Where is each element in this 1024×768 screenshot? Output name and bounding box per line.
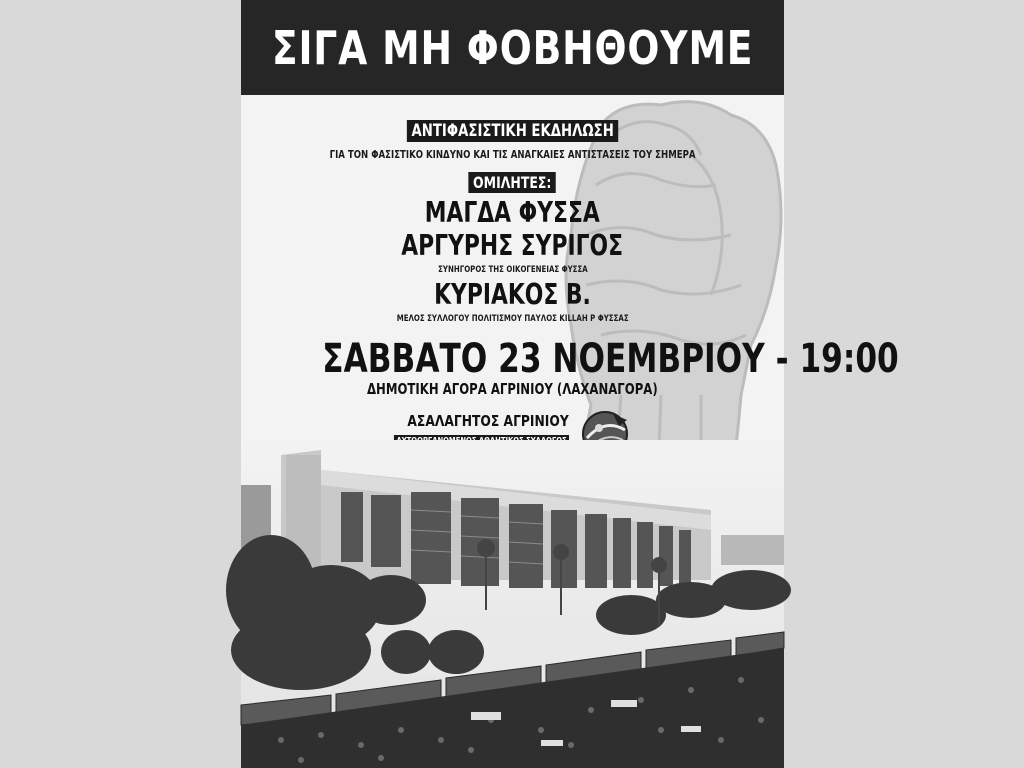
- event-subtitle-row: [241, 148, 784, 161]
- speakers-label-row: [241, 172, 784, 193]
- organizer-name: ΑΣΑΛΑΓΗΤΟΣ ΑΓΡΙΝΙΟΥ: [407, 412, 569, 430]
- date-time: ΣΑΒΒΑΤΟ 23 ΝΟΕΜΒΡΙΟΥ - 19:00: [322, 336, 899, 382]
- speaker-3-desc: ΜΕΛΟΣ ΣΥΛΛΟΓΟΥ ΠΟΛΙΤΙΣΜΟΥ ΠΑΥΛΟΣ KILLAH P ΦΥΣΣΑΣ: [396, 314, 629, 324]
- date-time-row: [241, 336, 899, 382]
- speakers-label: ΟΜΙΛΗΤΕΣ:: [469, 172, 557, 193]
- speaker-2-desc: ΣΥΝΗΓΟΡΟΣ ΤΗΣ ΟΙΚΟΓΕΝΕΙΑΣ ΦΥΣΣΑ: [437, 265, 588, 275]
- speaker-3-row: [241, 278, 784, 311]
- speaker-1-row: [241, 196, 784, 229]
- speaker-2-name: ΑΡΓΥΡΗΣ ΣΥΡΙΓΟΣ: [401, 229, 624, 262]
- event-label: ΑΝΤΙΦΑΣΙΣΤΙΚΗ ΕΚΔΗΛΩΣΗ: [407, 120, 619, 142]
- event-subtitle: ΓΙΑ ΤΟΝ ΦΑΣΙΣΤΙΚΟ ΚΙΝΔΥΝΟ ΚΑΙ ΤΙΣ ΑΝΑΓΚΑΙΕΣ ΑΝΤΙΣΤΑΣΕΙΣ ΤΟΥ ΣΗΜΕΡΑ: [329, 148, 696, 161]
- courthouse-crowd-photo: [241, 440, 784, 768]
- speaker-1-name: ΜΑΓΔΑ ΦΥΣΣΑ: [424, 196, 601, 229]
- speaker-3-name: ΚΥΡΙΑΚΟΣ Β.: [434, 278, 591, 311]
- poster-title: ΣΙΓΑ ΜΗ ΦΟΒΗΘΟΥΜΕ: [271, 20, 754, 75]
- title-bar: [241, 0, 784, 95]
- event-label-row: [241, 120, 784, 142]
- speaker-3-desc-row: [241, 314, 784, 324]
- speaker-2-row: [241, 229, 784, 262]
- poster: [241, 0, 899, 768]
- venue: ΔΗΜΟΤΙΚΗ ΑΓΟΡΑ ΑΓΡΙΝΙΟΥ (ΛΑΧΑΝΑΓΟΡΑ): [367, 380, 658, 398]
- venue-row: [241, 380, 784, 398]
- speaker-2-desc-row: [241, 265, 784, 275]
